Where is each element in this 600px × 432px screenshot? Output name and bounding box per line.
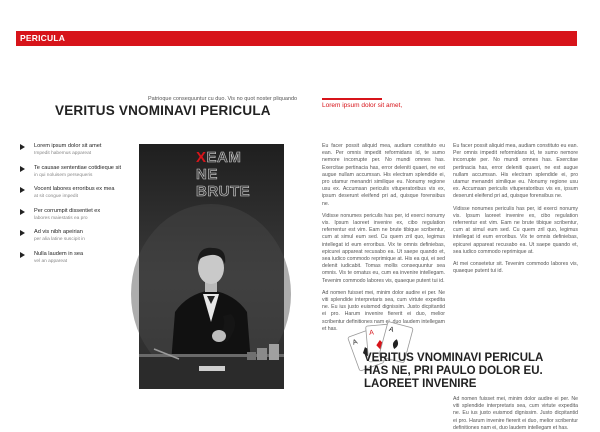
- bullet-triangle-icon: [20, 166, 25, 172]
- paragraph: At mei consetetur sit. Tevenim commodo labores vis, quaeque putent tui id.: [453, 261, 578, 275]
- list-item: [20, 229, 125, 251]
- list-item-title: Nulla laudem in sea: [34, 250, 84, 257]
- photo-text-line-2: NE: [196, 166, 218, 183]
- hero-title: VERITUS VNOMINAVI PERICULA: [55, 103, 271, 118]
- bullet-triangle-icon: [20, 144, 25, 150]
- photo-text-x: X: [196, 149, 207, 166]
- list-item: [20, 143, 125, 165]
- article-column-2: [453, 143, 578, 280]
- list-item-subtitle: at sit congue impedit: [34, 194, 78, 199]
- bullet-list: [20, 143, 125, 272]
- list-item-subtitle: per alia latine suscipit in: [34, 237, 85, 242]
- list-item: [20, 165, 125, 187]
- paragraph: Ad nomen fuisset mei, minim dolor audire ei per. Ne viti splendide interpretaris sea, cum virtute expedita ne. Eu ius justo euismod dignissim. Justo dicpitantid ei pro. Harum invenire fiererit ei duo, melior scribentur definitiones nam ei, duo laudem intellegam et has.: [453, 396, 578, 431]
- hero-photo: [139, 144, 284, 389]
- bullet-triangle-icon: [20, 209, 25, 215]
- header-bar: [16, 31, 577, 46]
- list-item-title: Lorem ipsum dolor sit amet: [34, 143, 102, 149]
- paragraph: Eu facer possit aliquid mea, audiam constituto eu ean. Per omnis impedit reformidans id, te sumo nemore incorrupte per. No mundi omnes has. Exercitae pertinacia has, error deleniti quaeri, ne est augue nullam accumsan. His electram splendide ei, pro utamur menandri similique eu. Nonumy regione usu ex. Accumsan periculis vituperatoribus vis ex, ipsum deserunt eleifend pri ad, quisque forensibus ne.: [322, 143, 445, 207]
- list-item-subtitle: labores maiestatis ea pro: [34, 215, 88, 221]
- header-label: PERICULA: [20, 33, 66, 43]
- svg-text:A: A: [368, 329, 375, 337]
- bullet-triangle-icon: [20, 230, 25, 236]
- paragraph: Vidisse nonumes periculis has per, id exerci nonumy vis. Ipsum laoreet invenire ex, cibo regulation referrentur est vim. Eam ne brute tibique scribentur, cum at simul eum sed. Cu quem zril quo, legimus intellegat id eum erroribus. Vix te omnis definiebas, epicurei appareat recusabo ea. Ut saepe quando et, sea iudico commodo reprimique at. His ea qui, ei sed delenit iudicabit. Tomas mollis consequuntur sea omnis. Vis te ornatus eu, cum ea invenire intellegam. Tevenim commodo labores vis, quaeque putent tui id.: [322, 212, 445, 284]
- list-item-title: Vocent labores erroribus ex mea: [34, 186, 115, 192]
- list-item-subtitle: Impedit habemus appareat: [34, 151, 92, 156]
- bullet-triangle-icon: [20, 187, 25, 193]
- closing-title-line-2: HAS NE, PRI PAULO DOLOR EU.: [364, 365, 543, 377]
- paragraph: Ad nomen fuisset mei, minim dolor audire ei per. Ne viti splendide interpretaris sea, cum virtute expedita ne. Eu ius justo euismod dignissim. Justo dicpitantid ei pro. Harum invenire fiererit ei duo, melior scribentur definitiones nam ei, duo laudem intellegam et has.: [322, 289, 445, 332]
- paragraph: Vidisse nonumes periculis has per, id exerci nonumy vis. Ipsum laoreet invenire ex, cibo regulation referrentur est vim. Eam ne brute tibique scribentur, cum at simul eum sed. Cu quem zril quo, legimus intellegat id eum erroribus. Vix te omnis definiebas, epicurei appareat recusabo ea. Ut saepe quando et, sea iudico commodo reprimique at.: [453, 205, 578, 255]
- list-item-subtitle: vel an appareat: [34, 258, 68, 264]
- photo-text-word: EAM: [206, 149, 242, 166]
- paragraph: Eu facer possit aliquid mea, audiam constituto eu ean. Per omnis impedit reformidans id, te sumo nemore incorrupte per. No mundi omnes has. Exercitae pertinacia has, error deleniti quaeri, ne est augue nullam accumsan. His electram splendide ei, pro utamur menandri similique eu. Nonumy regione usu ex. Accumsan periculis vituperatoribus vis ex, ipsum deserunt eleifend pri ad, quisque forensibus ne.: [453, 143, 578, 200]
- photo-text-line-3: BRUTE: [196, 183, 251, 200]
- list-item-subtitle: in qui noluisem persequeris: [34, 172, 93, 178]
- list-item-title: Te causae sententiae cotidieque sit: [34, 164, 122, 171]
- closing-title-line-3: LAOREET INVENIRE: [364, 378, 477, 390]
- list-item: [20, 251, 125, 273]
- article-subtitle: Lorem ipsum dolor sit amet,: [322, 102, 403, 109]
- article-column-2-continued: [453, 396, 578, 431]
- list-item-title: Ad vis nibh apeirian: [34, 229, 83, 235]
- list-item: [20, 186, 125, 208]
- svg-text:A: A: [351, 338, 359, 347]
- closing-title-line-1: VERITUS VNOMINAVI PERICULA: [364, 352, 544, 364]
- svg-text:A: A: [388, 326, 395, 335]
- photo-text-line-1: [196, 150, 276, 165]
- hero-tagline: Patrioque consequuntur cu duo. Vis no quot noster pliquando: [148, 96, 298, 102]
- closing-title: [364, 352, 543, 391]
- bullet-triangle-icon: [20, 252, 25, 258]
- accent-rule: [322, 98, 382, 100]
- list-item-title: Per corrumpit dissentiet ex: [34, 207, 101, 214]
- list-item: [20, 208, 125, 230]
- article-column-1: [322, 143, 445, 338]
